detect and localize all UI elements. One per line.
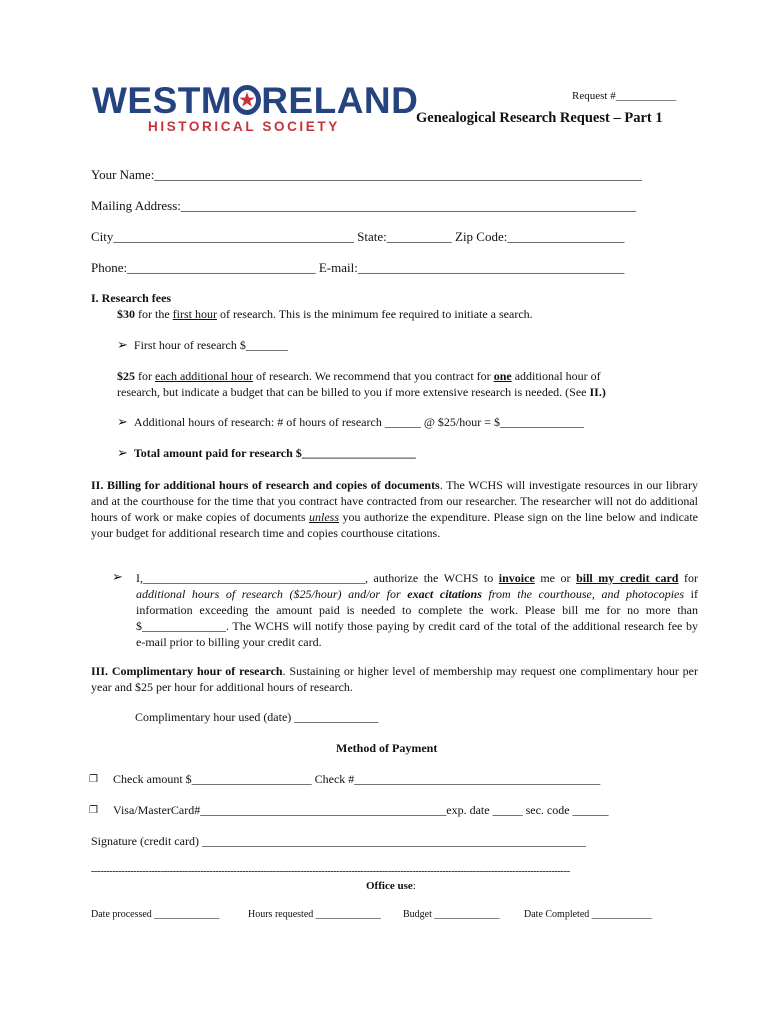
section1-heading: I. Research fees (91, 291, 172, 305)
logo-text-part2: RELAND (261, 80, 419, 121)
each-additional-hour-text: each additional hour (155, 369, 253, 383)
city-state-zip-field[interactable]: City_____________________________________ State:__________ Zip Code:__________________ (91, 229, 625, 244)
exact-citations-text: exact citations (407, 587, 482, 601)
arrow-bullet-icon: ➢ (117, 415, 128, 430)
page-title: Genealogical Research Request – Part 1 (416, 110, 663, 126)
date-completed-field[interactable]: Date Completed ____________ (524, 909, 652, 920)
payment-heading: Method of Payment (336, 741, 438, 755)
section3-heading: III. Complimentary hour of research (91, 664, 283, 678)
office-divider: -------------------------------------------------------------------------------------------------------------------------------------------------------------- (91, 866, 570, 877)
fee2-text-line2: research, but indicate a budget that can be billed to you if more extensive research is needed. (See II.) (117, 385, 606, 399)
one-text: one (493, 369, 512, 383)
invoice-text: invoice (498, 571, 535, 585)
hours-requested-field[interactable]: Hours requested _____________ (248, 909, 381, 920)
logo-star-o (233, 87, 261, 115)
fee1-amount: $30 (117, 307, 135, 321)
address-field[interactable]: Mailing Address:______________________________________________________________________ (91, 198, 636, 213)
check-checkbox-icon[interactable]: ❐ (89, 774, 98, 785)
card-number-line[interactable]: Visa/MasterCard#_________________________________________exp. date _____ sec. code ______ (113, 803, 609, 817)
arrow-bullet-icon: ➢ (117, 338, 128, 353)
check-amount-line[interactable]: Check amount $____________________ Check #_________________________________________ (113, 772, 601, 786)
complimentary-used-line[interactable]: Complimentary hour used (date) ______________ (135, 710, 379, 724)
card-checkbox-icon[interactable]: ❐ (89, 805, 98, 816)
arrow-bullet-icon: ➢ (117, 446, 128, 461)
budget-field[interactable]: Budget _____________ (403, 909, 500, 920)
first-hour-text: first hour (172, 307, 217, 321)
bill-credit-card-text: bill my credit card (576, 571, 679, 585)
first-hour-line[interactable]: ➢ First hour of research $_______ (117, 338, 288, 353)
request-number: Request #___________ (572, 90, 677, 102)
logo-wordmark (92, 80, 418, 122)
logo-text-part1: WESTM (92, 80, 233, 121)
additional-hours-line[interactable]: ➢ Additional hours of research: # of hours of research ______ @ $25/hour = $______________ (117, 415, 584, 430)
name-field[interactable]: Your Name:___________________________________________________________________________ (91, 167, 642, 182)
section2-paragraph: II. Billing for additional hours of research and copies of documents. The WCHS will investigate resources in our library and at the courthouse for the time that you contract have contracted from our researcher. The researcher will not do additional hours of work or make copies of documents unless you authorize the expenditure. Please sign on the line below and indicate your budget for additional research time and copies courthouse citations. (91, 478, 698, 540)
signature-line[interactable]: Signature (credit card) ________________________________________________________________ (91, 834, 586, 848)
fee1-text: $30 for the first hour of research. This is the minimum fee required to initiate a search. (117, 307, 533, 321)
authorization-paragraph[interactable]: I,_____________________________________, authorize the WCHS to invoice me or bill my credit card for additional hours of research ($25/hour) and/or for exact citations from the courthouse, and photocopies if information exceeding the amount paid is needed to complete the work. Please bill me for no more than $______________. The WCHS will notify those paying by credit card of the total of the additional research fee by e-mail prior to billing your credit card. (136, 571, 699, 649)
section2-heading: II. Billing for additional hours of research and copies of documents (91, 478, 440, 492)
office-use-label: Office use: (366, 880, 416, 892)
unless-text: unless (309, 510, 340, 524)
authorization-arrow-icon: ➢ (112, 570, 123, 585)
phone-email-field[interactable]: Phone:_____________________________ E-mail:_________________________________________ (91, 260, 625, 275)
total-paid-line[interactable]: ➢ Total amount paid for research $___________________ (117, 446, 416, 461)
logo-subtitle: HISTORICAL SOCIETY (148, 119, 340, 134)
fee2-amount: $25 (117, 369, 135, 383)
fee2-text-line1: $25 for each additional hour of research. We recommend that you contract for one additional hour of (117, 369, 601, 383)
date-processed-field[interactable]: Date processed _____________ (91, 909, 220, 920)
section3-paragraph: III. Complimentary hour of research. Sustaining or higher level of membership may request one complimentary hour per year and $25 per hour for additional hours of research. (91, 664, 699, 694)
